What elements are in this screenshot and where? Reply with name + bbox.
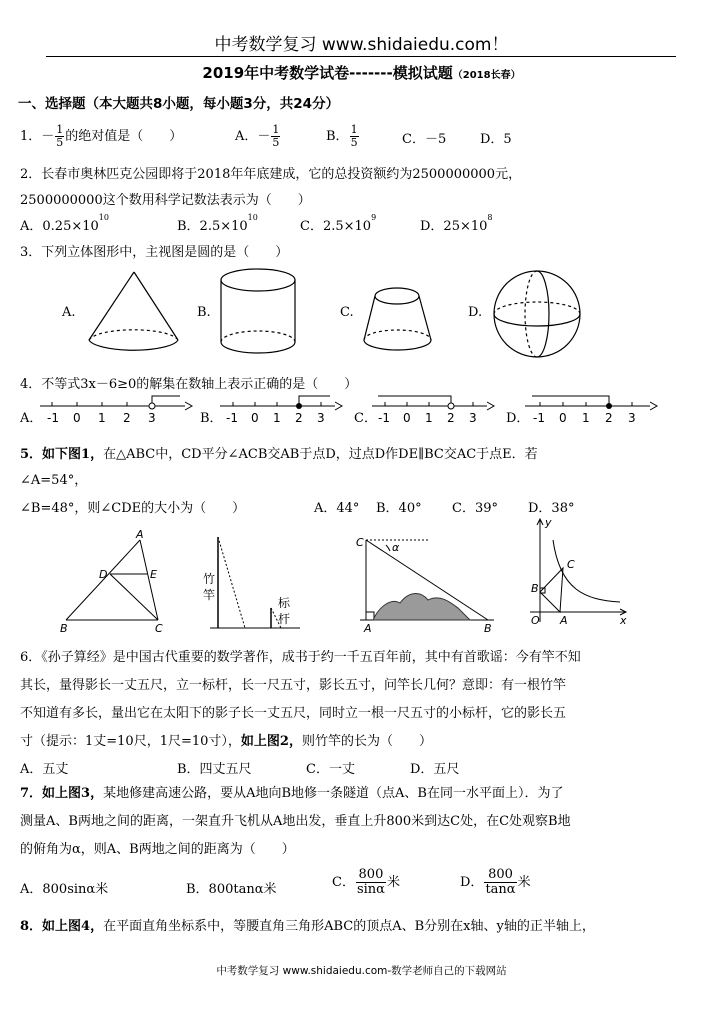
svg-text:标: 标 [278, 596, 291, 610]
svg-text:α: α [392, 541, 400, 554]
q6-option-a: A．五丈 [20, 762, 69, 777]
q1-stem: 的绝对值是（ ） [65, 129, 183, 144]
figure-1-triangle [60, 528, 163, 635]
q1-option-a: A．－ $\frac{1}{5}$ [235, 123, 280, 149]
q1-option-b: B． $\frac{1}{5}$ [326, 123, 358, 149]
svg-text:0: 0 [73, 411, 81, 425]
svg-text:2: 2 [295, 411, 303, 425]
svg-text:y: y [545, 516, 552, 529]
q7-line3: 的俯角为α，则A、B两地之间的距离为（ ） [20, 842, 295, 857]
q7-option-c: C． $\frac{800}{\sin\alpha}$ 米 [332, 867, 400, 897]
svg-text:1: 1 [425, 411, 433, 425]
page-header: 中考数学复习 www.shidaiedu.com！ [214, 35, 509, 55]
svg-text:0: 0 [403, 411, 411, 425]
q2-line1: 2．长春市奥林匹克公园即将于2018年年底建成，它的总投资额约为2500000000元， [20, 167, 522, 182]
q5-line1: 5．如下图1，在△ABC中，CD平分∠ACB交AB于点D，过点D作DE∥BC交AC于点E．若 [20, 447, 538, 462]
svg-text:C: C [356, 536, 364, 549]
figure-3-tunnel [356, 536, 494, 635]
q8-line1: 8．如上图4，在平面直角坐标系中，等腰直角三角形ABC的顶点A、B分别在x轴、y轴的正半轴上， [20, 919, 595, 934]
q7-option-a: A．800sinα米 [20, 882, 109, 897]
svg-text:-1: -1 [226, 411, 238, 425]
figure-4-coordinate [530, 516, 627, 627]
q3-stem: 3．下列立体图形中，主视图是圆的是（ ） [20, 245, 289, 260]
svg-text:3: 3 [148, 411, 156, 425]
svg-text:0: 0 [559, 411, 567, 425]
q6-line4: 寸（提示：1丈=10尺，1尺=10寸），如上图2，则竹竿的长为（ ） [20, 734, 432, 749]
svg-text:1: 1 [273, 411, 281, 425]
q5-option-c: C．39° [452, 501, 498, 516]
q6-option-b: B．四丈五尺 [177, 762, 252, 777]
svg-text:O: O [531, 614, 540, 627]
q3-label-d: D. [468, 305, 483, 320]
q6-option-c: C．一丈 [306, 762, 355, 777]
svg-text:1: 1 [582, 411, 590, 425]
q7-line2: 测量A、B两地之间的距离，一架直升飞机从A地出发，垂直上升800米到达C处，在C处观察B地 [20, 814, 571, 829]
svg-text:B: B [484, 622, 492, 635]
svg-text:A: A [560, 614, 568, 627]
svg-text:2: 2 [447, 411, 455, 425]
q3-label-b: B. [197, 305, 211, 320]
figure-2-bamboo [203, 537, 300, 628]
q3-label-c: C. [340, 305, 354, 320]
svg-text:C: C [567, 558, 575, 571]
svg-text:-1: -1 [378, 411, 390, 425]
svg-text:B: B [531, 582, 539, 595]
q2-option-c: C．$2.5\times 10^9$ [300, 213, 377, 234]
svg-text:-1: -1 [533, 411, 545, 425]
svg-text:3: 3 [469, 411, 477, 425]
svg-text:C: C [155, 622, 163, 635]
svg-text:0: 0 [251, 411, 259, 425]
q5-option-d: D．38° [528, 501, 575, 516]
q1-fraction: $\frac{1}{5}$ [56, 123, 64, 149]
section-heading: 一、选择题（本大题共8小题，每小题3分，共24分） [18, 96, 340, 112]
q1-prefix: 1．－ [20, 129, 55, 144]
q4-label-b: B． [200, 411, 223, 426]
page-footer: 中考数学复习 www.shidaiedu.com-数学老师自己的下载网站 [216, 965, 507, 977]
svg-text:3: 3 [628, 411, 636, 425]
svg-text:E: E [150, 568, 157, 581]
q5-line2: ∠A=54°， [20, 473, 88, 488]
svg-text:A: A [136, 528, 144, 541]
title-sub: （2018长春） [452, 70, 521, 81]
q5-option-b: B．40° [376, 501, 422, 516]
q2-option-d: D．$25\times 10^8$ [420, 213, 493, 234]
svg-text:B: B [60, 622, 68, 635]
q4-label-c: C． [354, 411, 377, 426]
q6-line3: 不知道有多长，量出它在太阳下的影子长一丈五尺，同时立一根一尺五寸的小标杆，它的影长五 [20, 706, 567, 721]
q5-option-a: A．44° [314, 501, 360, 516]
q5-line3: ∠B=48°，则∠CDE的大小为（ ） [20, 501, 246, 516]
svg-text:竿: 竿 [203, 588, 216, 602]
q7-line1: 7．如上图3，某地修建高速公路，要从A地向B地修一条隧道（点A、B在同一水平面上）．为了 [20, 786, 564, 801]
svg-text:3: 3 [317, 411, 325, 425]
svg-text:D: D [99, 568, 108, 581]
q6-line2: 其长，量得影长一丈五尺，立一标杆，长一尺五寸，影长五寸，问竿长几何？意即：有一根竹竿 [20, 678, 567, 693]
q7-option-b: B．800tanα米 [186, 882, 277, 897]
svg-text:A: A [364, 622, 372, 635]
q7-option-d: D． $\frac{800}{\tan\alpha}$ 米 [460, 867, 531, 897]
q1-option-d: D．5 [480, 132, 512, 147]
q3-label-a: A. [62, 305, 76, 320]
svg-text:1: 1 [98, 411, 106, 425]
q4-stem: 4．不等式3x－6≥0的解集在数轴上表示正确的是（ ） [20, 377, 358, 392]
svg-text:杆: 杆 [278, 612, 291, 626]
q4-label-d: D． [506, 411, 530, 426]
svg-text:2: 2 [123, 411, 131, 425]
svg-text:2: 2 [605, 411, 613, 425]
title-main: 2019年中考数学试卷-------模拟试题 [202, 64, 453, 82]
q2-option-a: A．$0.25\times 10^{10}$ [20, 213, 109, 234]
q6-option-d: D．五尺 [410, 762, 460, 777]
svg-text:竹: 竹 [203, 572, 216, 586]
svg-text:x: x [620, 614, 627, 627]
q1-option-c: C．－5 [402, 132, 447, 147]
q2-option-b: B．$2.5\times 10^{10}$ [177, 213, 258, 234]
q2-line2: 2500000000这个数用科学记数法表示为（ ） [20, 193, 311, 208]
q4-label-a: A． [20, 411, 43, 426]
tick-label: -1 [47, 411, 59, 425]
q6-line1: 6．《孙子算经》是中国古代重要的数学著作，成书于约一千五百年前，其中有首歌谣：今有竿不知 [20, 650, 581, 665]
